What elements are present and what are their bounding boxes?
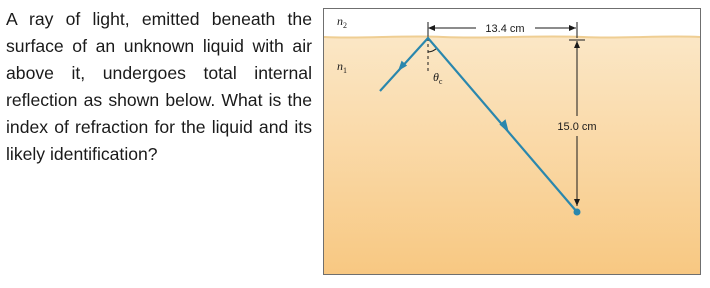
- light-source-point: [574, 209, 581, 216]
- liquid-region: [324, 36, 700, 274]
- critical-angle-label: θc: [433, 70, 443, 86]
- upper-medium-label: n2: [337, 14, 347, 30]
- liquid-surface: [324, 36, 700, 37]
- question-text: A ray of light, emitted beneath the surface of an unknown liquid with air above it, undergoes total internal reflection as shown below. What is the index of refraction for the liquid and its likely identification?: [6, 9, 312, 164]
- horizontal-distance-label: 13.4 cm: [485, 23, 525, 35]
- reflection-diagram: [323, 8, 701, 275]
- lower-medium-label: n1: [337, 59, 347, 75]
- vertical-distance-label: 15.0 cm: [557, 121, 597, 133]
